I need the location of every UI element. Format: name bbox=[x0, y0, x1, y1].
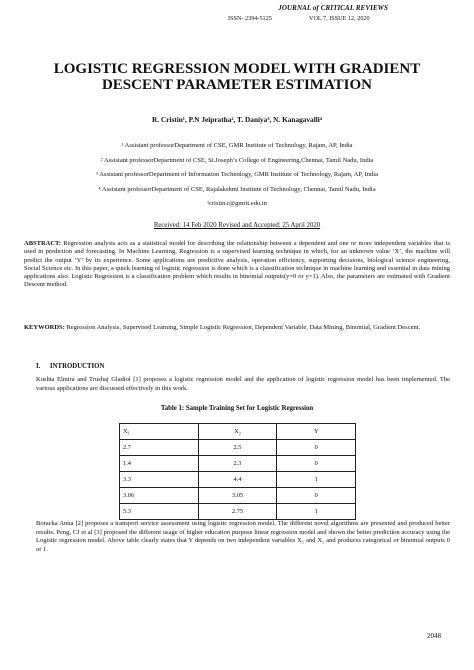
table-row bbox=[120, 504, 356, 520]
training-set-table bbox=[119, 423, 356, 520]
cell-x2: 3.05 bbox=[198, 488, 277, 504]
cell-x1: 3.06 bbox=[120, 488, 199, 504]
abstract-text: Regression analysis acts as a statistical model for describing the relationship between a dependent and one or more independent variables that is used in prediction and forecasting. In Machine Learning, Regression is a supervised learning technique in which, for an unknown value ‘X’, the machine will predict the output ‘Y’ by its experience. Some applications are predictive analysis, operation efficiency, supporting decisions, biological science engineering, Social Science etc. In this paper, a quick learning of logistic regression is done which is a classification technique in machine learning and essential in data mining applications also. Logistic Regression is a classification problem which results in binomial outputs(y=0 or y=1). Also, the parameters are estimated with Gradient Descent method. bbox=[24, 240, 450, 289]
cell-y: 1 bbox=[277, 472, 356, 488]
header-y: Y bbox=[277, 424, 356, 440]
received-dates: Received: 14 Feb 2020 Revised and Accepted: 25 April 2020 bbox=[153, 222, 321, 229]
paper-title bbox=[20, 61, 454, 93]
abstract bbox=[24, 240, 450, 290]
cell-x2: 4.4 bbox=[198, 472, 277, 488]
cell-y: 0 bbox=[277, 456, 356, 472]
header-x1: X₁ bbox=[120, 424, 199, 440]
keywords bbox=[24, 324, 450, 332]
cell-x2: 2.5 bbox=[198, 440, 277, 456]
cell-y: 1 bbox=[277, 504, 356, 520]
affiliations bbox=[0, 139, 474, 212]
cell-x1: 3.3 bbox=[120, 472, 199, 488]
cell-y: 0 bbox=[277, 440, 356, 456]
affiliation-2: ² Assistant professorDepartment of CSE, St.Joseph’s College of Engineering,Chennai, Tamil Nadu, India bbox=[100, 156, 374, 164]
body-paragraph: Boracka Anna [2] proposes a transport service assessment using logistic regression model. The different novel algorithms are presented and produced better results. Peng, CJ et al [3] proposed the different usage of higher education purpose linear regression model and shown the better prediction accuracy using the Logistic regression model. Above table clearly states that Y depends on two independent variables X₁ and X₂ and produces categorical or binomial outputs 0 or 1. bbox=[36, 520, 450, 553]
cell-x2: 2.75 bbox=[198, 504, 277, 520]
table-caption: Table 1: Sample Training Set for Logistic Regression bbox=[160, 405, 314, 412]
section-number: I. bbox=[36, 363, 41, 370]
abstract-label: ABSTRACT: bbox=[24, 240, 62, 247]
table-row bbox=[120, 440, 356, 456]
cell-x1: 5.3 bbox=[120, 504, 199, 520]
journal-name: JOURNAL of CRITICAL REVIEWS bbox=[278, 4, 388, 12]
email: ¹cristin.r@gmrit.edu.in bbox=[207, 200, 267, 207]
intro-paragraph: Kushta Elmira and Trushaj Gladiol [1] proposes a logistic regression model and the application of logistic regression model has been implemented. The various applications are discussed effectively in this work. bbox=[36, 376, 450, 392]
cell-x2: 2.3 bbox=[198, 456, 277, 472]
affiliation-4: ⁴ Assistant professorDepartment of CSE, Rajalakshmi Institute of Technology, Chennai, Tamil Nadu, India bbox=[98, 185, 376, 193]
title-line-2: DESCENT PARAMETER ESTIMATION bbox=[101, 77, 373, 93]
section-title: INTRODUCTION bbox=[50, 363, 105, 370]
volume-issue: VOL 7, ISSUE 12, 2020 bbox=[309, 15, 370, 22]
table-row bbox=[120, 456, 356, 472]
title-line-1: LOGISTIC REGRESSION MODEL WITH GRADIENT bbox=[53, 61, 421, 77]
table-row bbox=[120, 488, 356, 504]
table-row bbox=[120, 472, 356, 488]
authors: R. Cristin¹, P.N Jeipratha², T. Daniya³, N. Kanagavalli⁴ bbox=[152, 115, 322, 124]
affiliation-3: ³ Assistant professorDepartment of Information Technology, GMR Institute of Technology, Rajam, AP, India bbox=[96, 171, 378, 178]
cell-x1: 1.4 bbox=[120, 456, 199, 472]
table-header-row bbox=[120, 424, 356, 440]
issn: ISSN- 2394-5125 bbox=[228, 15, 272, 22]
cell-y: 0 bbox=[277, 488, 356, 504]
affiliation-1: ¹ Assistant professorDepartment of CSE, GMR Institute of Technology, Rajam, AP, India bbox=[121, 142, 353, 149]
keywords-label: KEYWORDS: bbox=[24, 324, 65, 331]
cell-x1: 2.7 bbox=[120, 440, 199, 456]
page-number: 2048 bbox=[427, 632, 441, 640]
header-x2: X₂ bbox=[198, 424, 277, 440]
keywords-text: Regression Analysis, Supervised Learning, Simple Logistic Regression, Dependent Variable, Data Mining, Binomial, Gradient Descent. bbox=[64, 324, 421, 331]
